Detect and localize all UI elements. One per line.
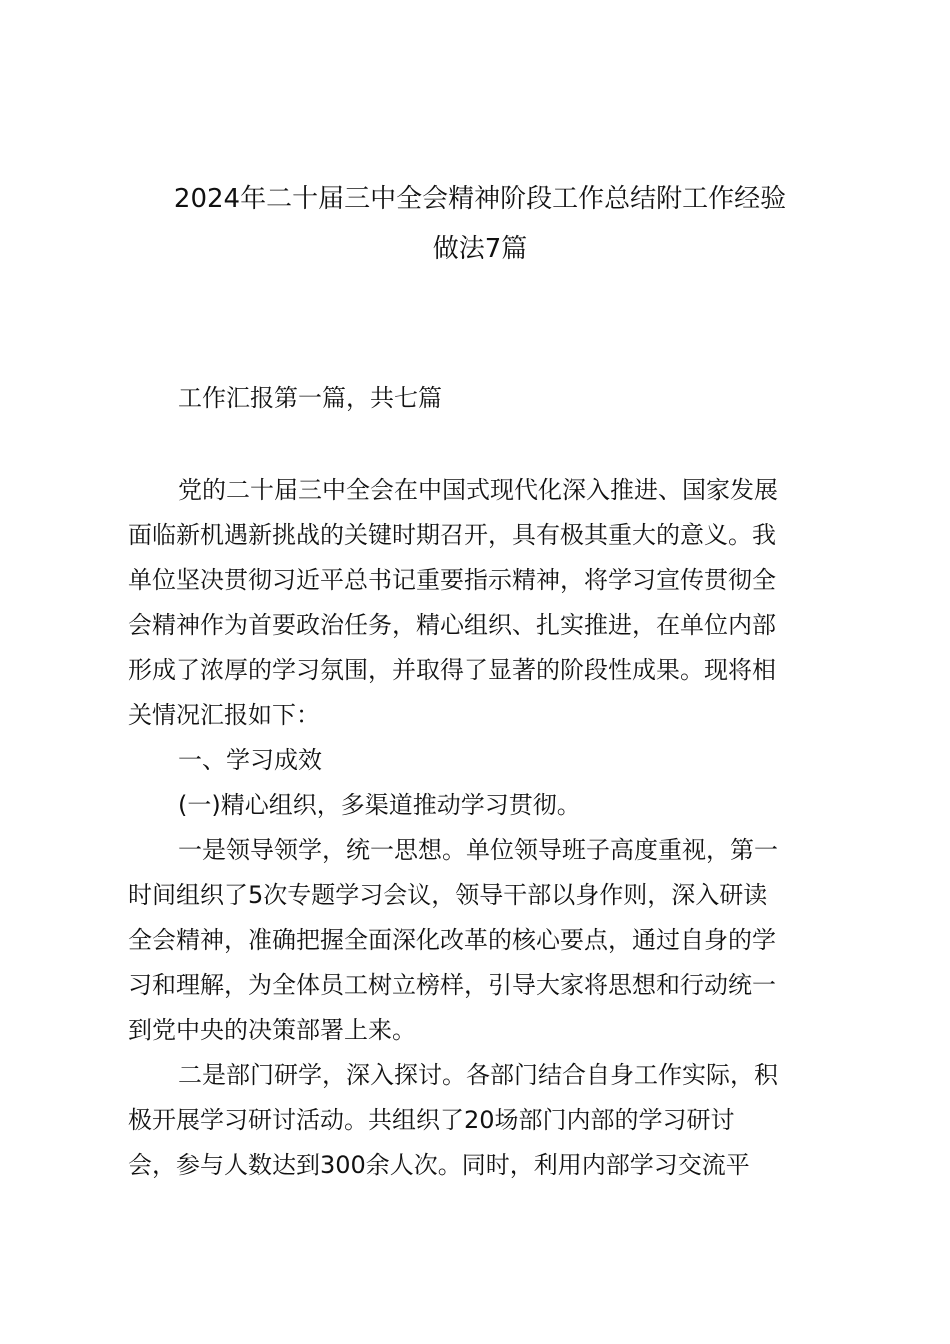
document-title-line2: 做法7篇 bbox=[432, 234, 528, 264]
paragraph-line: 到党中央的决策部署上来。 bbox=[128, 1016, 416, 1044]
paragraph-line: 一是领导领学，统一思想。单位领导班子高度重视，第一 bbox=[178, 836, 778, 864]
paragraph-line: 单位坚决贯彻习近平总书记重要指示精神，将学习宣传贯彻全 bbox=[128, 566, 776, 594]
document-title-line1: 2024年二十届三中全会精神阶段工作总结附工作经验 bbox=[173, 184, 787, 214]
paragraph-line: 党的二十届三中全会在中国式现代化深入推进、国家发展 bbox=[178, 476, 778, 504]
section-heading: 一、学习成效 bbox=[178, 746, 322, 774]
paragraph-line: 习和理解，为全体员工树立榜样，引导大家将思想和行动统一 bbox=[128, 971, 776, 999]
paragraph-line: 面临新机遇新挑战的关键时期召开，具有极其重大的意义。我 bbox=[128, 521, 776, 549]
paragraph-line: 全会精神，准确把握全面深化改革的核心要点，通过自身的学 bbox=[128, 926, 776, 954]
section-subheading: 工作汇报第一篇，共七篇 bbox=[178, 384, 442, 412]
paragraph-line: 时间组织了5次专题学习会议，领导干部以身作则，深入研读 bbox=[128, 881, 768, 909]
paragraph-line: 极开展学习研讨活动。共组织了20场部门内部的学习研讨 bbox=[128, 1106, 735, 1134]
paragraph-line: 形成了浓厚的学习氛围，并取得了显著的阶段性成果。现将相 bbox=[128, 656, 776, 684]
subsection-heading: (一)精心组织，多渠道推动学习贯彻。 bbox=[178, 791, 581, 819]
paragraph-line: 会，参与人数达到300余人次。同时，利用内部学习交流平 bbox=[128, 1151, 750, 1179]
paragraph-line: 关情况汇报如下： bbox=[128, 701, 320, 729]
paragraph-line: 二是部门研学，深入探讨。各部门结合自身工作实际，积 bbox=[178, 1061, 778, 1089]
paragraph-line: 会精神作为首要政治任务，精心组织、扎实推进，在单位内部 bbox=[128, 611, 776, 639]
